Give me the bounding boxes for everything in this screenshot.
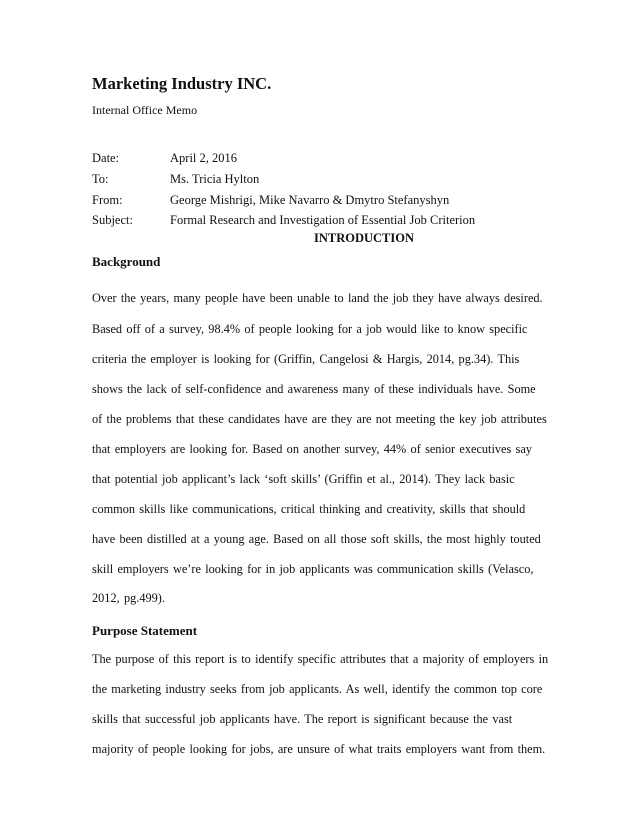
background-line: 2012, pg.499). — [92, 591, 165, 605]
header-row-subject — [92, 213, 475, 228]
company-name: Marketing Industry INC. — [92, 74, 272, 93]
background-line: criteria the employer is looking for (Griffin, Cangelosi & Hargis, 2014, pg.34). This — [92, 352, 520, 366]
header-value: April 2, 2016 — [170, 151, 238, 165]
purpose-heading: Purpose Statement — [92, 623, 198, 638]
background-line: skill employers we’re looking for in job applicants was communication skills (Velasco, — [92, 562, 534, 576]
header-label: From: — [92, 193, 123, 207]
background-line: shows the lack of self-confidence and awareness many of these individuals have. Some — [92, 382, 536, 396]
purpose-line: skills that successful job applicants have. The report is significant because the vast — [92, 712, 513, 726]
header-label: Date: — [92, 151, 120, 165]
header-label: Subject: — [92, 213, 133, 227]
purpose-line: majority of people looking for jobs, are unsure of what traits employers want from them. — [92, 742, 546, 756]
background-line: have been distilled at a young age. Based on all those soft skills, the most highly touted — [92, 532, 541, 546]
background-line: of the problems that these candidates have are they are not meeting the key job attributes — [92, 412, 547, 426]
background-line: that employers are looking for. Based on another survey, 44% of senior executives say — [92, 442, 532, 456]
header-value: George Mishrigi, Mike Navarro & Dmytro Stefanyshyn — [170, 193, 450, 207]
background-line: Based off of a survey, 98.4% of people looking for a job would like to know specific — [92, 322, 528, 336]
header-row-to — [92, 172, 259, 187]
background-heading: Background — [92, 254, 161, 269]
header-label: To: — [92, 172, 109, 186]
memo-type: Internal Office Memo — [92, 103, 198, 117]
background-line: Over the years, many people have been unable to land the job they have always desired. — [92, 291, 543, 305]
background-line: common skills like communications, critical thinking and creativity, skills that should — [92, 502, 526, 516]
background-line: that potential job applicant’s lack ‘soft skills’ (Griffin et al., 2014). They lack basic — [92, 472, 515, 486]
introduction-heading: INTRODUCTION — [313, 231, 414, 245]
header-value: Formal Research and Investigation of Essential Job Criterion — [170, 213, 476, 227]
header-value: Ms. Tricia Hylton — [170, 172, 260, 186]
purpose-line: The purpose of this report is to identify specific attributes that a majority of employers in — [92, 652, 549, 666]
header-row-from — [92, 193, 449, 208]
header-row-date — [92, 151, 237, 166]
purpose-line: the marketing industry seeks from job applicants. As well, identify the common top core — [92, 682, 543, 696]
